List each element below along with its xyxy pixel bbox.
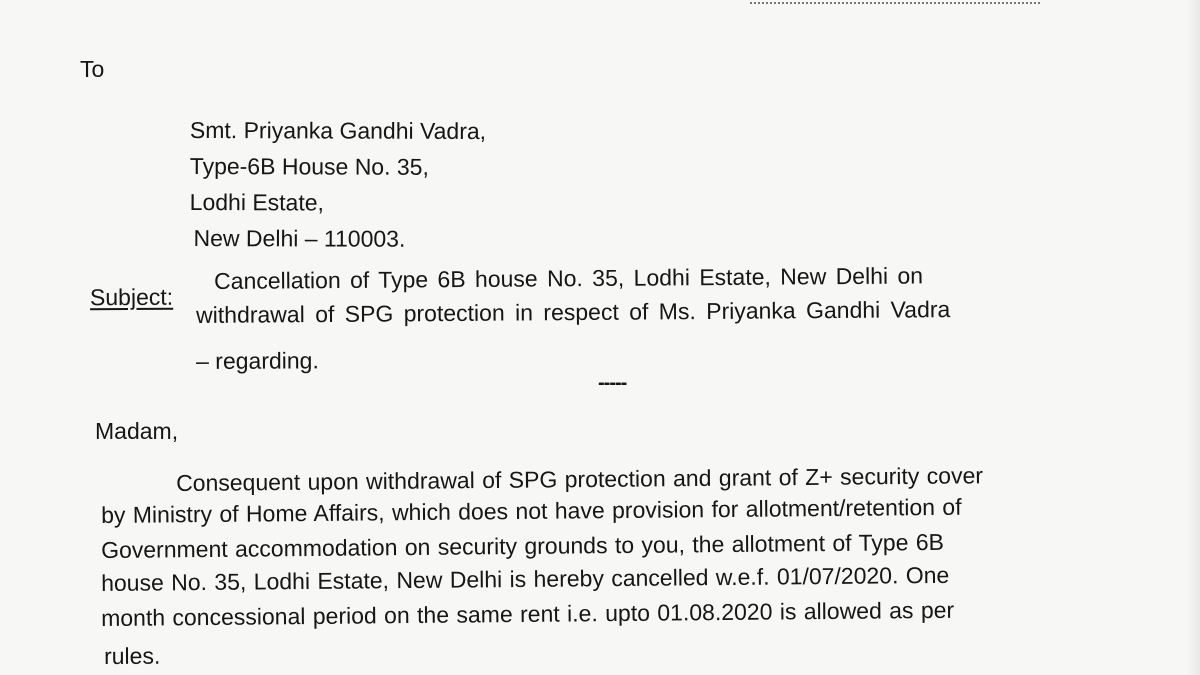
subject-line-3: – regarding. <box>196 347 319 374</box>
body-line-6: rules. <box>104 642 161 669</box>
address-line-house: Type-6B House No. 35, <box>189 152 429 180</box>
subject-label: Subject: <box>89 283 174 311</box>
body-line-3: Government accommodation on security grounds to you, the allotment of Type 6B <box>101 528 945 563</box>
body-line-2: by Ministry of Home Affairs, which does not have provision for allotment/retention of <box>101 493 962 528</box>
salutation: Madam, <box>95 418 179 444</box>
address-line-city: New Delhi – 110003. <box>193 225 406 252</box>
top-dotted-line <box>750 0 1040 4</box>
recipient-to-label: To <box>80 56 105 82</box>
body-line-1: Consequent upon withdrawal of SPG protection and grant of Z+ security cover <box>176 462 984 496</box>
body-line-5: month concessional period on the same rent i.e. upto 01.08.2020 is allowed as per <box>101 596 955 631</box>
recipient-address <box>189 112 486 257</box>
subject-line-2: withdrawal of SPG protection in respect of Ms. Priyanka Gandhi Vadra <box>196 296 951 328</box>
subject-line-1: Cancellation of Type 6B house No. 35, Lodhi Estate, New Delhi on <box>214 262 924 294</box>
paper-edge-shadow <box>1186 0 1200 675</box>
address-line-estate: Lodhi Estate, <box>189 188 324 216</box>
body-line-4: house No. 35, Lodhi Estate, New Delhi is hereby cancelled w.e.f. 01/07/2020. One <box>101 561 950 596</box>
address-line-name: Smt. Priyanka Gandhi Vadra, <box>189 116 487 145</box>
section-separator: ----- <box>598 372 627 394</box>
